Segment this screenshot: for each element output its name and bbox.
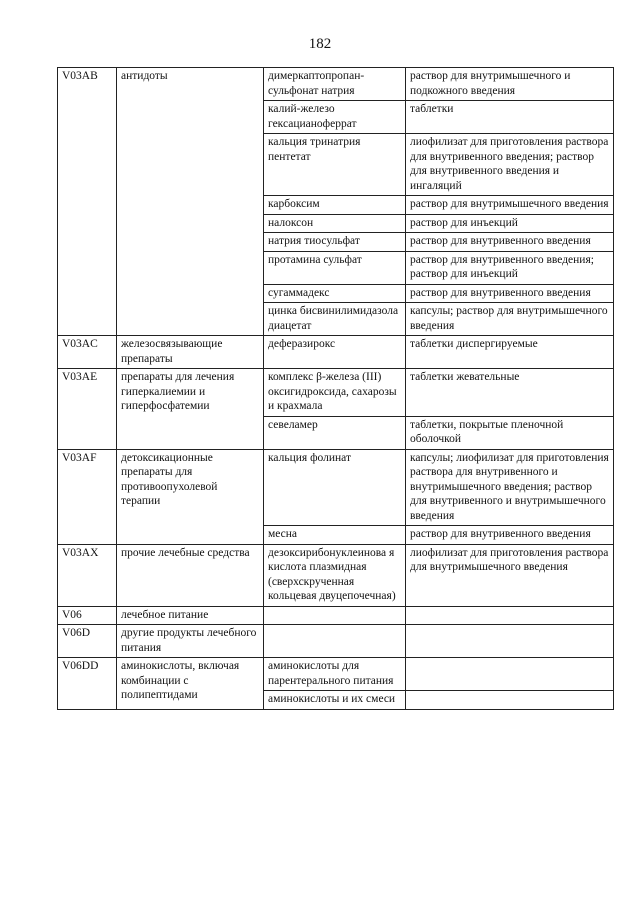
drug-name-cell: сугаммадекс bbox=[264, 284, 406, 303]
atc-code-cell: V03AB bbox=[58, 68, 117, 336]
table-row bbox=[58, 369, 614, 417]
dosage-form-cell: раствор для внутримышечного введения bbox=[406, 196, 614, 215]
group-name-cell: другие продукты лечебного питания bbox=[117, 625, 264, 658]
drug-name-cell: налоксон bbox=[264, 214, 406, 233]
dosage-form-cell bbox=[406, 658, 614, 691]
dosage-form-cell: таблетки диспергируемые bbox=[406, 336, 614, 369]
atc-code-cell: V06D bbox=[58, 625, 117, 658]
drug-name-cell: комплекс β-железа (III) оксигидроксида, сахарозы и крахмала bbox=[264, 369, 406, 417]
table-row bbox=[58, 606, 614, 625]
atc-code-cell: V06DD bbox=[58, 658, 117, 710]
group-name-cell: железосвязывающие препараты bbox=[117, 336, 264, 369]
drug-name-cell: натрия тиосульфат bbox=[264, 233, 406, 252]
drug-name-cell: месна bbox=[264, 526, 406, 545]
drug-name-cell: аминокислоты для парентерального питания bbox=[264, 658, 406, 691]
table-row bbox=[58, 336, 614, 369]
group-name-cell: антидоты bbox=[117, 68, 264, 336]
drug-name-cell: протамина сульфат bbox=[264, 251, 406, 284]
drug-name-cell bbox=[264, 606, 406, 625]
atc-code-cell: V03AC bbox=[58, 336, 117, 369]
drug-name-cell: цинка бисвинилимидазола диацетат bbox=[264, 303, 406, 336]
dosage-form-cell: раствор для внутривенного введения bbox=[406, 233, 614, 252]
dosage-form-cell: раствор для внутривенного введения; раствор для инъекций bbox=[406, 251, 614, 284]
dosage-form-cell bbox=[406, 625, 614, 658]
drug-name-cell: севеламер bbox=[264, 416, 406, 449]
page-number: 182 bbox=[308, 36, 332, 52]
drug-name-cell: аминокислоты и их смеси bbox=[264, 691, 406, 710]
atc-code-cell: V03AX bbox=[58, 544, 117, 606]
drug-name-cell: дезоксирибонуклеинова я кислота плазмидная (сверхскрученная кольцевая двуцепочечная) bbox=[264, 544, 406, 606]
drug-name-cell bbox=[264, 625, 406, 658]
dosage-form-cell: капсулы; лиофилизат для приготовления раствора для внутривенного и внутримышечного введения; раствор для внутривенного и внутримышечного введения bbox=[406, 449, 614, 526]
dosage-form-cell: таблетки bbox=[406, 101, 614, 134]
dosage-form-cell: лиофилизат для приготовления раствора для внутривенного введения; раствор для внутривенного введения и ингаляций bbox=[406, 134, 614, 196]
table-row bbox=[58, 658, 614, 691]
atc-code-cell: V03AE bbox=[58, 369, 117, 450]
drug-name-cell: карбоксим bbox=[264, 196, 406, 215]
dosage-form-cell: таблетки, покрытые пленочной оболочкой bbox=[406, 416, 614, 449]
dosage-form-cell bbox=[406, 606, 614, 625]
atc-code-cell: V03AF bbox=[58, 449, 117, 544]
dosage-form-cell bbox=[406, 691, 614, 710]
group-name-cell: детоксикационные препараты для противоопухолевой терапии bbox=[117, 449, 264, 544]
drug-name-cell: калий-железо гексацианоферрат bbox=[264, 101, 406, 134]
table-row bbox=[58, 68, 614, 101]
drug-name-cell: кальция фолинат bbox=[264, 449, 406, 526]
dosage-form-cell: раствор для внутривенного введения bbox=[406, 284, 614, 303]
drug-table bbox=[57, 67, 614, 710]
table-row bbox=[58, 544, 614, 606]
dosage-form-cell: таблетки жевательные bbox=[406, 369, 614, 417]
dosage-form-cell: раствор для внутривенного введения bbox=[406, 526, 614, 545]
dosage-form-cell: раствор для внутримышечного и подкожного введения bbox=[406, 68, 614, 101]
group-name-cell: прочие лечебные средства bbox=[117, 544, 264, 606]
drug-name-cell: кальция тринатрия пентетат bbox=[264, 134, 406, 196]
drug-name-cell: димеркаптопропан-сульфонат натрия bbox=[264, 68, 406, 101]
group-name-cell: препараты для лечения гиперкалиемии и гиперфосфатемии bbox=[117, 369, 264, 450]
dosage-form-cell: раствор для инъекций bbox=[406, 214, 614, 233]
atc-code-cell: V06 bbox=[58, 606, 117, 625]
table-body bbox=[58, 68, 614, 710]
group-name-cell: аминокислоты, включая комбинации с полипептидами bbox=[117, 658, 264, 710]
table-row bbox=[58, 449, 614, 526]
dosage-form-cell: капсулы; раствор для внутримышечного введения bbox=[406, 303, 614, 336]
table-row bbox=[58, 625, 614, 658]
group-name-cell: лечебное питание bbox=[117, 606, 264, 625]
drug-name-cell: деферазирокс bbox=[264, 336, 406, 369]
dosage-form-cell: лиофилизат для приготовления раствора для внутримышечного введения bbox=[406, 544, 614, 606]
